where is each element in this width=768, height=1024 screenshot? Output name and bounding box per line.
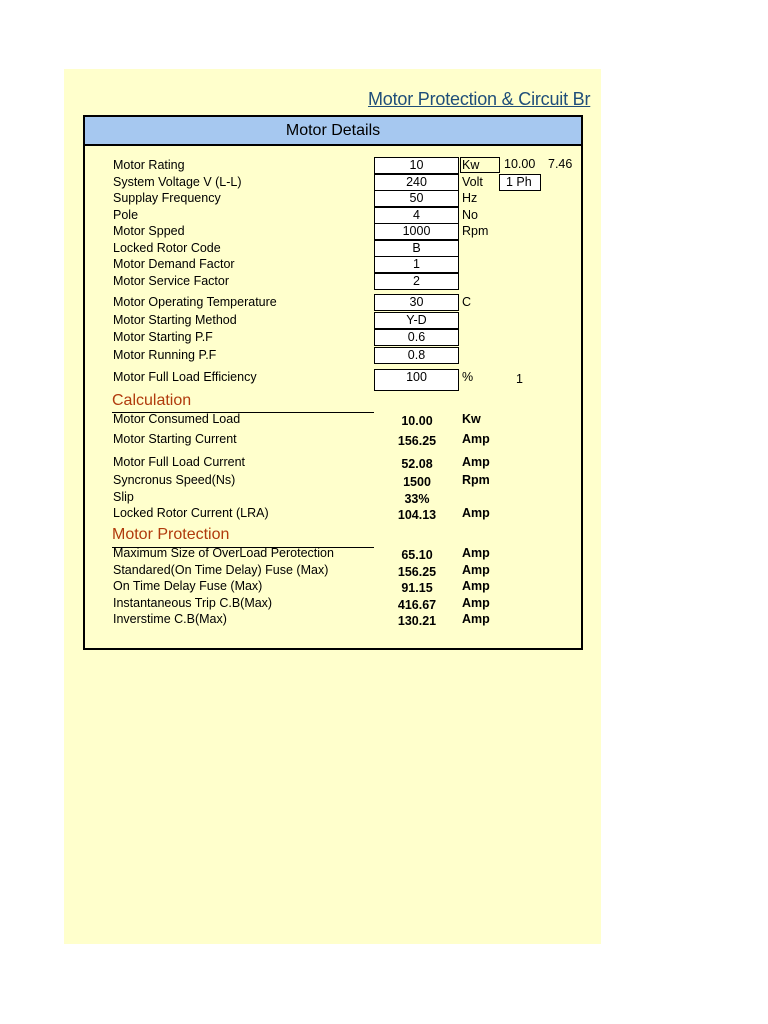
calculation-heading: Calculation	[112, 392, 192, 409]
calc-label: Syncronus Speed(Ns)	[113, 473, 236, 487]
efficiency-factor: 1	[516, 372, 523, 386]
calc-value: 104.13	[397, 508, 437, 522]
protection-value: 156.25	[397, 565, 437, 579]
motor-details-header: Motor Details	[85, 117, 581, 146]
input-cell[interactable]: Y-D	[374, 312, 459, 329]
calc-value: 1500	[403, 475, 431, 489]
protection-value: 416.67	[397, 598, 437, 612]
input-label: Motor Starting Method	[113, 313, 237, 327]
calc-unit: Amp	[462, 455, 490, 469]
input-cell[interactable]: 4	[374, 207, 459, 224]
input-label: Motor Demand Factor	[113, 257, 235, 271]
unit-kw-box	[460, 157, 500, 173]
protection-unit: Amp	[462, 596, 490, 610]
protection-label: Instantaneous Trip C.B(Max)	[113, 596, 273, 610]
input-unit: %	[462, 370, 474, 384]
input-cell[interactable]: B	[374, 240, 459, 257]
calc-label: Locked Rotor Current (LRA)	[113, 506, 269, 520]
protection-unit: Amp	[462, 579, 490, 593]
protection-value: 65.10	[401, 548, 433, 562]
calc-value: 52.08	[401, 457, 433, 471]
input-cell[interactable]: 240	[374, 174, 459, 191]
calc-label: Motor Consumed Load	[113, 412, 241, 426]
calc-unit: Kw	[462, 412, 481, 426]
input-label: Motor Running P.F	[113, 348, 217, 362]
input-unit: C	[462, 295, 472, 309]
input-label: Motor Starting P.F	[113, 330, 213, 344]
hp-value: 7.46	[548, 157, 573, 171]
input-label: Locked Rotor Code	[113, 241, 221, 255]
input-label: Motor Full Load Efficiency	[113, 370, 257, 384]
input-cell[interactable]: 30	[374, 294, 459, 311]
phase-select[interactable]: 1 Ph	[499, 174, 541, 191]
protection-unit: Amp	[462, 612, 490, 626]
protection-unit: Amp	[462, 563, 490, 577]
input-label: Motor Operating Temperature	[113, 295, 277, 309]
input-cell[interactable]: 100	[374, 369, 459, 391]
input-label: Pole	[113, 208, 139, 222]
protection-label: Inverstime C.B(Max)	[113, 612, 227, 626]
input-label: Motor Spped	[113, 224, 185, 238]
protection-value: 130.21	[397, 614, 437, 628]
calc-unit: Rpm	[462, 473, 490, 487]
input-unit: Kw	[462, 158, 480, 172]
input-cell[interactable]: 2	[374, 273, 459, 290]
protection-label: Maximum Size of OverLoad Perotection	[113, 546, 334, 560]
input-cell[interactable]: 1	[374, 256, 459, 273]
calc-label: Motor Starting Current	[113, 432, 237, 446]
protection-heading: Motor Protection	[112, 526, 230, 543]
calc-label: Slip	[113, 490, 134, 504]
input-label: Motor Service Factor	[113, 274, 230, 288]
input-cell[interactable]: 1000	[374, 223, 459, 240]
input-label: Supplay Frequency	[113, 191, 221, 205]
calc-value: 156.25	[397, 434, 437, 448]
calc-unit: Amp	[462, 506, 490, 520]
protection-value: 91.15	[401, 581, 433, 595]
input-label: System Voltage V (L-L)	[113, 175, 242, 189]
input-unit: No	[462, 208, 478, 222]
input-unit: Hz	[462, 191, 478, 205]
input-cell[interactable]: 0.8	[374, 347, 459, 364]
input-label: Motor Rating	[113, 158, 185, 172]
input-unit: Rpm	[462, 224, 489, 238]
input-cell[interactable]: 0.6	[374, 329, 459, 346]
calc-label: Motor Full Load Current	[113, 455, 246, 469]
protection-unit: Amp	[462, 546, 490, 560]
calc-value: 33%	[404, 492, 430, 506]
sheet-title: Motor Protection & Circuit Br	[368, 89, 591, 109]
calc-unit: Amp	[462, 432, 490, 446]
input-cell[interactable]: 10	[374, 157, 459, 174]
calc-value: 10.00	[401, 414, 433, 428]
protection-label: Standared(On Time Delay) Fuse (Max)	[113, 563, 329, 577]
input-cell[interactable]: 50	[374, 190, 459, 207]
kw-value: 10.00	[504, 157, 536, 171]
input-unit: Volt	[462, 175, 483, 189]
protection-label: On Time Delay Fuse (Max)	[113, 579, 263, 593]
